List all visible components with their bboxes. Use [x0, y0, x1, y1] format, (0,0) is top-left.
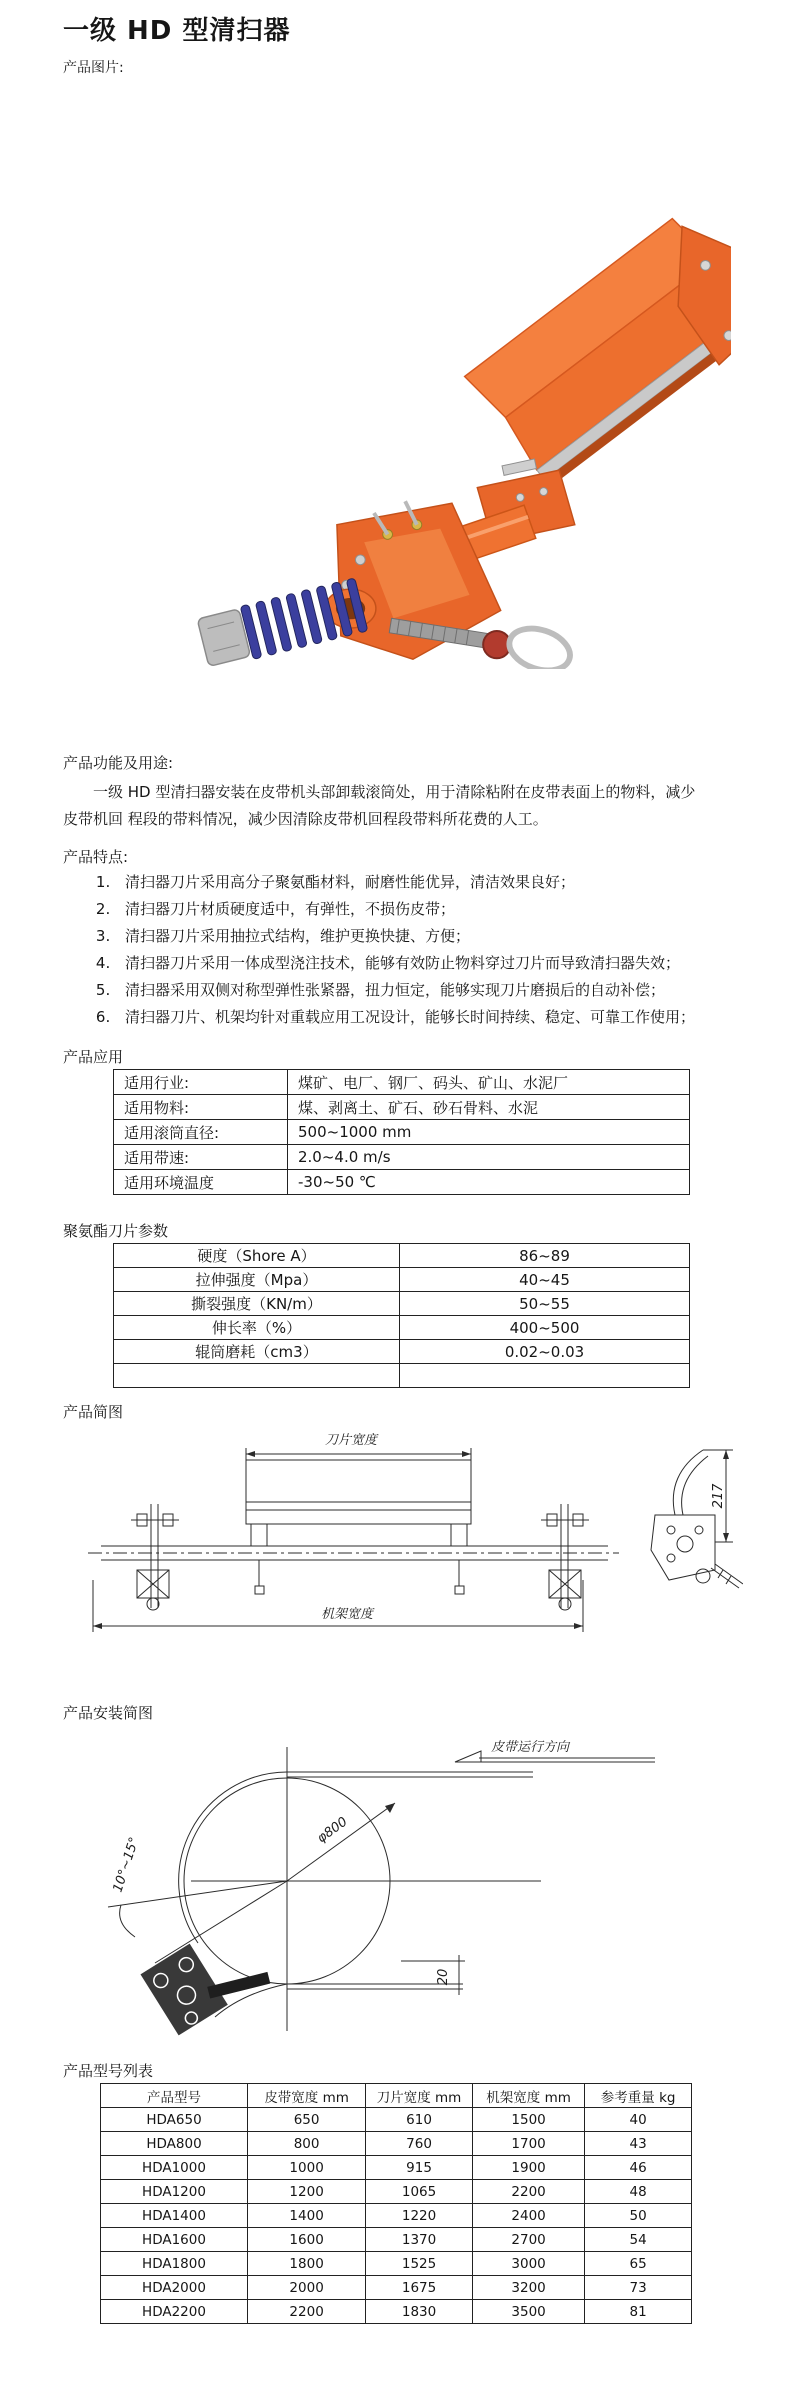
table-cell: 1220: [366, 2204, 473, 2228]
install-sketch-heading: 产品安装简图: [63, 1704, 154, 1722]
clamp-handle: [504, 621, 575, 669]
table-row: [101, 2180, 692, 2204]
table-cell: 1500: [472, 2108, 584, 2132]
table-cell: 50~55: [400, 1292, 690, 1316]
model-list-heading: 产品型号列表: [63, 2062, 154, 2080]
table-cell: 50: [585, 2204, 692, 2228]
table-row: [101, 2228, 692, 2252]
table-row: [114, 1292, 690, 1316]
table-cell: 3500: [472, 2300, 584, 2324]
table-cell: 适用环境温度: [114, 1170, 288, 1195]
blade-params-heading: 聚氨酯刀片参数: [63, 1222, 169, 1240]
table-cell: 86~89: [400, 1244, 690, 1268]
table-cell: [400, 1364, 690, 1388]
table-cell: [114, 1364, 400, 1388]
table-row: [101, 2156, 692, 2180]
table-row: [114, 1340, 690, 1364]
table-cell: 适用滚筒直径:: [114, 1120, 288, 1145]
table-cell: 适用行业:: [114, 1070, 288, 1095]
red-knob: [483, 631, 510, 658]
table-cell: 煤、剥离土、矿石、砂石骨料、水泥: [288, 1095, 690, 1120]
table-cell: 适用带速:: [114, 1145, 288, 1170]
install-sketch-drawing: [63, 1731, 743, 2049]
table-cell: 915: [366, 2156, 473, 2180]
table-cell: 800: [248, 2132, 366, 2156]
table-row: [101, 2204, 692, 2228]
frame-width-dimension: [93, 1580, 583, 1632]
table-cell: 43: [585, 2132, 692, 2156]
spring-tensioner: [197, 578, 368, 669]
feature-item: 6. 清扫器刀片、机架均针对重载应用工况设计，能够长时间持续、稳定、可靠工作使用；: [115, 1004, 715, 1031]
table-cell: 2700: [472, 2228, 584, 2252]
product-photo-illustration: [91, 84, 731, 669]
product-sketch: [63, 1430, 743, 1635]
svg-text:20: 20: [436, 1968, 451, 1986]
table-row: [101, 2276, 692, 2300]
spring-coils: [240, 578, 368, 660]
table-cell: 辊筒磨耗（cm3）: [114, 1340, 400, 1364]
column-header: 参考重量 kg: [585, 2084, 692, 2108]
table-cell: 1830: [366, 2300, 473, 2324]
function-text: 一级 HD 型清扫器安装在皮带机头部卸载滚筒处，用于清除粘附在皮带表面上的物料，减少皮带机回 程段的带料情况，减少因清除皮带机回程段带料所花费的人工。: [63, 783, 696, 828]
table-cell: 1000: [248, 2156, 366, 2180]
table-header-row: [101, 2084, 692, 2108]
table-cell: 硬度（Shore A）: [114, 1244, 400, 1268]
table-cell: HDA1800: [101, 2252, 248, 2276]
right-end-assembly: [541, 1504, 589, 1610]
table-cell: HDA650: [101, 2108, 248, 2132]
table-row: [114, 1070, 690, 1095]
table-cell: 1525: [366, 2252, 473, 2276]
svg-text:皮带运行方向: 皮带运行方向: [491, 1740, 570, 1755]
table-cell: 40~45: [400, 1268, 690, 1292]
table-cell: 2200: [248, 2300, 366, 2324]
column-header: 产品型号: [101, 2084, 248, 2108]
belt-direction-label: [455, 1740, 655, 1762]
table-cell: 适用物料:: [114, 1095, 288, 1120]
product-sketch-drawing: [63, 1430, 743, 1635]
table-cell: HDA1000: [101, 2156, 248, 2180]
svg-text:10°~15°: 10°~15°: [110, 1835, 143, 1895]
product-photo: [91, 84, 731, 669]
photo-section-label: 产品图片:: [63, 60, 124, 76]
table-cell: 48: [585, 2180, 692, 2204]
table-cell: HDA1400: [101, 2204, 248, 2228]
table-cell: 1065: [366, 2180, 473, 2204]
table-cell: 73: [585, 2276, 692, 2300]
table-cell: 1370: [366, 2228, 473, 2252]
table-cell: HDA1200: [101, 2180, 248, 2204]
table-cell: 81: [585, 2300, 692, 2324]
feature-item: 4. 清扫器刀片采用一体成型浇注技术，能够有效防止物料穿过刀片而导致清扫器失效；: [115, 950, 715, 977]
model-table: [100, 2083, 692, 2324]
table-cell: 3000: [472, 2252, 584, 2276]
table-cell: 拉伸强度（Mpa）: [114, 1268, 400, 1292]
application-heading: 产品应用: [63, 1048, 124, 1066]
table-cell: 3200: [472, 2276, 584, 2300]
install-sketch: [63, 1731, 743, 2049]
page-title: 一级 HD 型清扫器: [63, 16, 291, 46]
table-cell: HDA2200: [101, 2300, 248, 2324]
feature-item: 3. 清扫器刀片采用抽拉式结构，维护更换快捷、方便；: [115, 923, 715, 950]
table-cell: 1675: [366, 2276, 473, 2300]
blade-width-dimension: [246, 1432, 471, 1470]
table-row: [114, 1145, 690, 1170]
table-cell: 760: [366, 2132, 473, 2156]
table-cell: 伸长率（%）: [114, 1316, 400, 1340]
cleaner-assembly: [140, 1917, 273, 2040]
table-row: [101, 2300, 692, 2324]
function-heading: 产品功能及用途:: [63, 754, 174, 772]
table-cell: HDA800: [101, 2132, 248, 2156]
table-cell: 65: [585, 2252, 692, 2276]
blade-front-view: [246, 1460, 471, 1546]
table-cell: 400~500: [400, 1316, 690, 1340]
table-row: [101, 2132, 692, 2156]
table-row: [114, 1268, 690, 1292]
product-sketch-heading: 产品简图: [63, 1403, 124, 1421]
svg-text:217: 217: [711, 1483, 726, 1509]
table-row: [114, 1244, 690, 1268]
table-row: [114, 1095, 690, 1120]
table-row: [101, 2108, 692, 2132]
table-row: [114, 1170, 690, 1195]
table-cell: 650: [248, 2108, 366, 2132]
table-cell: 煤矿、电厂、钢厂、码头、矿山、水泥厂: [288, 1070, 690, 1095]
table-cell: 1800: [248, 2252, 366, 2276]
column-header: 刀片宽度 mm: [366, 2084, 473, 2108]
svg-text:刀片宽度: 刀片宽度: [325, 1433, 378, 1448]
table-row: [101, 2252, 692, 2276]
table-cell: 1600: [248, 2228, 366, 2252]
height-217-dimension: [703, 1450, 733, 1542]
diameter-dimension: [287, 1803, 395, 1881]
table-cell: 撕裂强度（KN/m）: [114, 1292, 400, 1316]
feature-item: 2. 清扫器刀片材质硬度适中，有弹性，不损伤皮带；: [115, 896, 715, 923]
table-cell: 1900: [472, 2156, 584, 2180]
svg-text:机架宽度: 机架宽度: [321, 1607, 374, 1622]
table-cell: HDA2000: [101, 2276, 248, 2300]
table-cell: 2400: [472, 2204, 584, 2228]
table-cell: 500~1000 mm: [288, 1120, 690, 1145]
features-heading: 产品特点:: [63, 848, 129, 866]
column-header: 皮带宽度 mm: [248, 2084, 366, 2108]
table-cell: 2000: [248, 2276, 366, 2300]
table-cell: 40: [585, 2108, 692, 2132]
table-row: [114, 1316, 690, 1340]
angle-annotation: [108, 1835, 287, 1963]
table-cell: 610: [366, 2108, 473, 2132]
feature-item: 1. 清扫器刀片采用高分子聚氨酯材料，耐磨性能优异，清洁效果良好；: [115, 869, 715, 896]
table-row: [114, 1364, 690, 1388]
table-cell: 2200: [472, 2180, 584, 2204]
feature-item: 5. 清扫器采用双侧对称型弹性张紧器，扭力恒定，能够实现刀片磨损后的自动补偿；: [115, 977, 715, 1004]
features-list: [63, 869, 715, 1031]
table-cell: 1400: [248, 2204, 366, 2228]
table-row: [114, 1120, 690, 1145]
application-table: [113, 1069, 690, 1195]
table-cell: 1700: [472, 2132, 584, 2156]
table-cell: 1200: [248, 2180, 366, 2204]
table-cell: 2.0~4.0 m/s: [288, 1145, 690, 1170]
column-header: 机架宽度 mm: [472, 2084, 584, 2108]
side-view: [651, 1450, 743, 1588]
table-cell: HDA1600: [101, 2228, 248, 2252]
table-cell: 46: [585, 2156, 692, 2180]
table-cell: -30~50 ℃: [288, 1170, 690, 1195]
table-cell: 0.02~0.03: [400, 1340, 690, 1364]
table-cell: 54: [585, 2228, 692, 2252]
left-end-assembly: [131, 1504, 179, 1610]
blade-params-table: [113, 1243, 690, 1388]
svg-text:φ800: φ800: [314, 1814, 351, 1847]
